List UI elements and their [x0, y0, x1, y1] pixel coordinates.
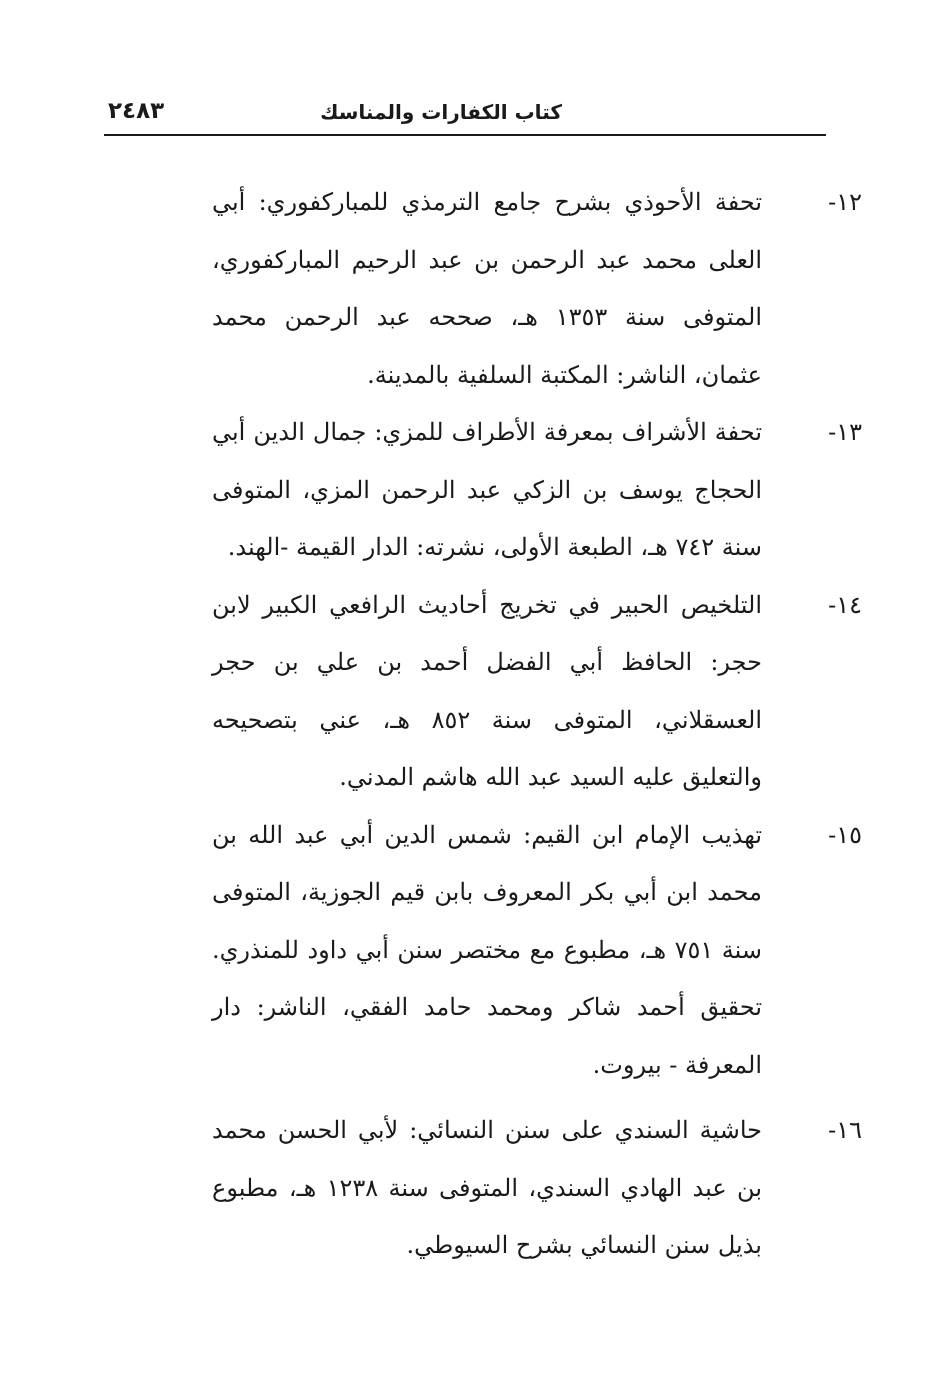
entry-text: تهذيب الإمام ابن القيم: شمس الدين أبي عبد الله بن محمد ابن أبي بكر المعروف بابن قيم الجوزية، المتوفى سنة ٧٥١ هـ، مطبوع مع مختصر سنن أبي داود للمنذري. تحقيق أحمد شاكر ومحمد حامد الفقي، الناشر: دار المعرفة - بيروت. [212, 820, 763, 1079]
bibliography-entry [212, 807, 862, 1095]
bibliography-entry [212, 404, 862, 577]
header-rule [104, 134, 826, 136]
entry-text: تحفة الأحوذي بشرح جامع الترمذي للمباركفوري: أبي العلى محمد عبد الرحمن بن عبد الرحيم المباركفوري، المتوفى سنة ١٣٥٣ هـ، صححه عبد الرحمن محمد عثمان، الناشر: المكتبة السلفية بالمدينة. [212, 188, 762, 389]
bibliography-entry [212, 1102, 862, 1275]
entry-number: ١٢- [828, 188, 862, 216]
entry-text: التلخيص الحبير في تخريج أحاديث الرافعي الكبير لابن حجر: الحافظ أبي الفضل أحمد بن علي بن حجر العسقلاني، المتوفى سنة ٨٥٢ هـ، عني بتصحيحه والتعليق عليه السيد عبد الله هاشم المدني. [212, 590, 763, 791]
running-header [104, 98, 826, 130]
entry-number: ١٥- [828, 820, 862, 849]
entry-text: تحفة الأشراف بمعرفة الأطراف للمزي: جمال الدين أبي الحجاج يوسف بن الزكي عبد الرحمن المزي، المتوفى سنة ٧٤٢ هـ، الطبعة الأولى، نشرته: الدار القيمة -الهند. [212, 418, 762, 561]
page-number: ٢٤٨٣ [108, 98, 165, 124]
entry-number: ١٦- [828, 1116, 862, 1144]
entry-number: ١٤- [828, 590, 862, 619]
bibliography-entry [212, 577, 862, 807]
bibliography-list [212, 174, 862, 1275]
entry-text: حاشية السندي على سنن النسائي: لأبي الحسن محمد بن عبد الهادي السندي، المتوفى سنة ١٢٣٨ هـ، مطبوع بذيل سنن النسائي بشرح السيوطي. [212, 1116, 762, 1259]
bibliography-entry [212, 174, 862, 404]
book-section-title: كتاب الكفارات والمناسك [320, 100, 562, 124]
entry-number: ١٣- [828, 418, 862, 446]
